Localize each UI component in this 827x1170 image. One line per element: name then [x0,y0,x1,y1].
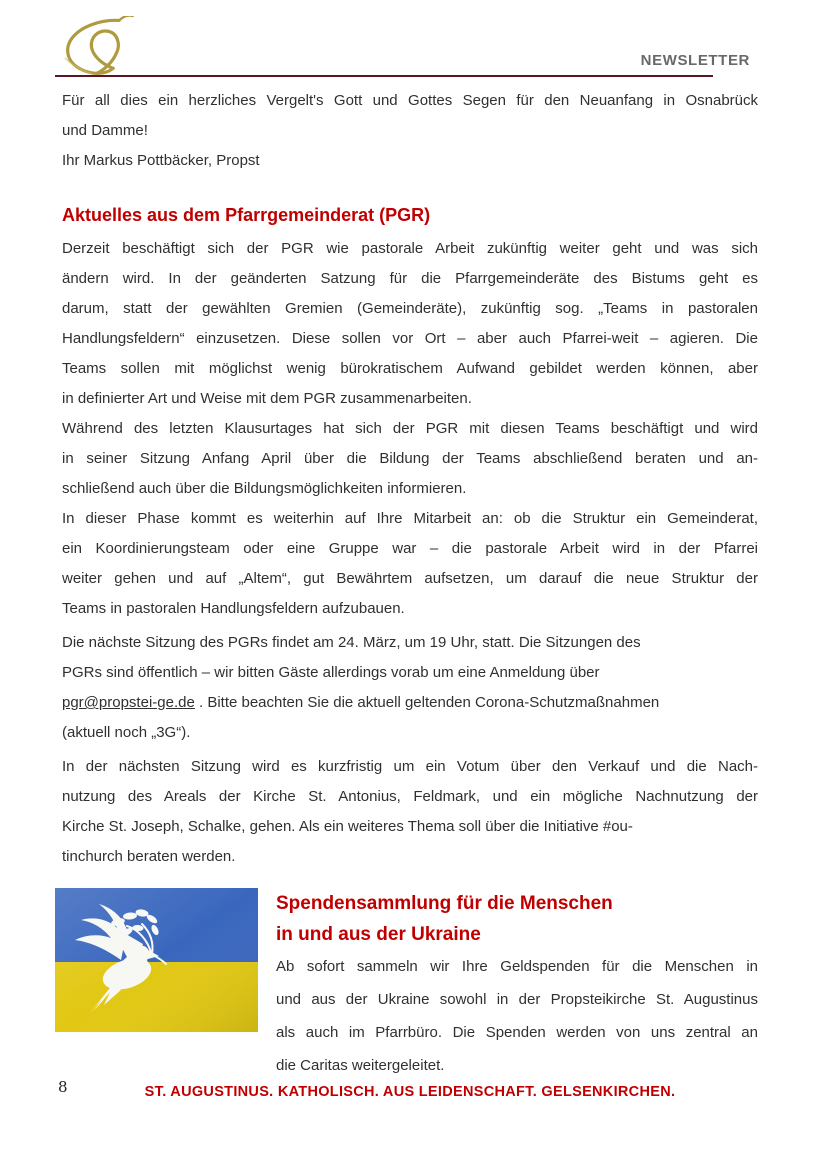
text-line: ändern wird. In der geänderten Satzung für die Pfarrgemeinderäte des Bistums geht es [62,270,758,287]
text-after-link: . Bitte beachten Sie die aktuell geltenden Corona-Schutzmaßnahmen [194,694,660,711]
intro-paragraph [62,86,758,176]
signature-line: Ihr Markus Pottbäcker, Propst [62,152,260,169]
text-line: Für all dies ein herzliches Vergelt's Gott und Gottes Segen für den Neuanfang in Osnabrück [62,92,758,109]
footer-slogan: ST. AUGUSTINUS. KATHOLISCH. AUS LEIDENSCHAFT. GELSENKIRCHEN. [144,1084,676,1100]
text-line: schließend auch über die Bildungsmöglichkeiten informieren. [62,480,467,497]
header-divider-rule [55,75,713,77]
text-line: Während des letzten Klausurtages hat sich der PGR mit diesen Teams beschäftigt und wird [62,420,758,437]
text-line: In der nächsten Sitzung wird es kurzfristig um ein Votum über den Verkauf und die Nach- [62,758,758,775]
ukraine-flag-peace-dove-image [55,888,258,1032]
text-line: tinchurch beraten werden. [62,848,236,865]
text-line: nutzung des Areals der Kirche St. Antonius, Feldmark, und ein mögliche Nachnutzung der [62,788,758,805]
ukraine-heading-line-2: in und aus der Ukraine [276,924,481,945]
text-line: Derzeit beschäftigt sich der PGR wie pastorale Arbeit zukünftig weiter geht und was sich [62,240,758,257]
text-line: und Damme! [62,122,148,139]
pgr-paragraph-4 [62,628,758,748]
text-line: Kirche St. Joseph, Schalke, gehen. Als ein weiteres Thema soll über die Initiative #ou- [62,818,633,835]
text-line: In dieser Phase kommt es weiterhin auf Ihre Mitarbeit an: ob die Struktur ein Gemeinderat, [62,510,758,527]
page-body [62,86,758,1082]
section-heading-pgr: Aktuelles aus dem Pfarrgemeinderat (PGR) [62,205,431,225]
text-line: ein Koordinierungsteam oder eine Gruppe war – die pastorale Arbeit wird in der Pfarrei [62,540,758,557]
text-line: darum, statt der gewählten Gremien (Gemeinderäte), zukünftig sog. „Teams in pastoralen [62,300,758,317]
text-line: Teams sollen mit möglichst wenig bürokratischem Aufwand gebildet werden können, aber [62,360,758,377]
ukraine-heading-line-1: Spendensammlung für die Menschen [276,893,613,914]
text-line: (aktuell noch „3G“). [62,724,191,741]
text-line: als auch im Pfarrbüro. Die Spenden werden von uns zentral an [276,1024,758,1041]
text-line: in definierter Art und Weise mit dem PGR zusammenarbeiten. [62,390,472,407]
gold-heart-logo-icon [50,16,142,82]
text-line: und aus der Ukraine sowohl in der Propsteikirche St. Augustinus [276,991,758,1008]
ukraine-text-column [276,888,758,1082]
text-line: in seiner Sitzung Anfang April über die Bildung der Teams abschließend beraten und an- [62,450,758,467]
email-link[interactable]: pgr@propstei-ge.de [62,694,195,711]
pgr-paragraph-1 [62,234,758,414]
text-line [62,688,758,718]
pgr-paragraph-5 [62,752,758,872]
text-line: PGRs sind öffentlich – wir bitten Gäste allerdings vorab um eine Anmeldung über [62,664,600,681]
text-line: die Caritas weitergeleitet. [276,1057,445,1074]
page-number: 8 [58,1078,68,1096]
pgr-paragraph-2 [62,414,758,504]
text-line: weiter gehen und auf „Altem“, gut Bewährtem aufsetzen, um darauf die neue Struktur der [62,570,758,587]
newsletter-masthead: NEWSLETTER [640,52,750,69]
text-line: Handlungsfeldern“ einzusetzen. Diese sollen vor Ort – aber auch Pfarrei-weit – agieren. Die [62,330,758,347]
text-line: Ab sofort sammeln wir Ihre Geldspenden für die Menschen in [276,958,758,975]
pgr-paragraph-3 [62,504,758,624]
text-line: Teams in pastoralen Handlungsfeldern aufzubauen. [62,600,405,617]
ukraine-donation-section [62,888,758,1082]
text-line: Die nächste Sitzung des PGRs findet am 24. März, um 19 Uhr, statt. Die Sitzungen des [62,634,641,651]
